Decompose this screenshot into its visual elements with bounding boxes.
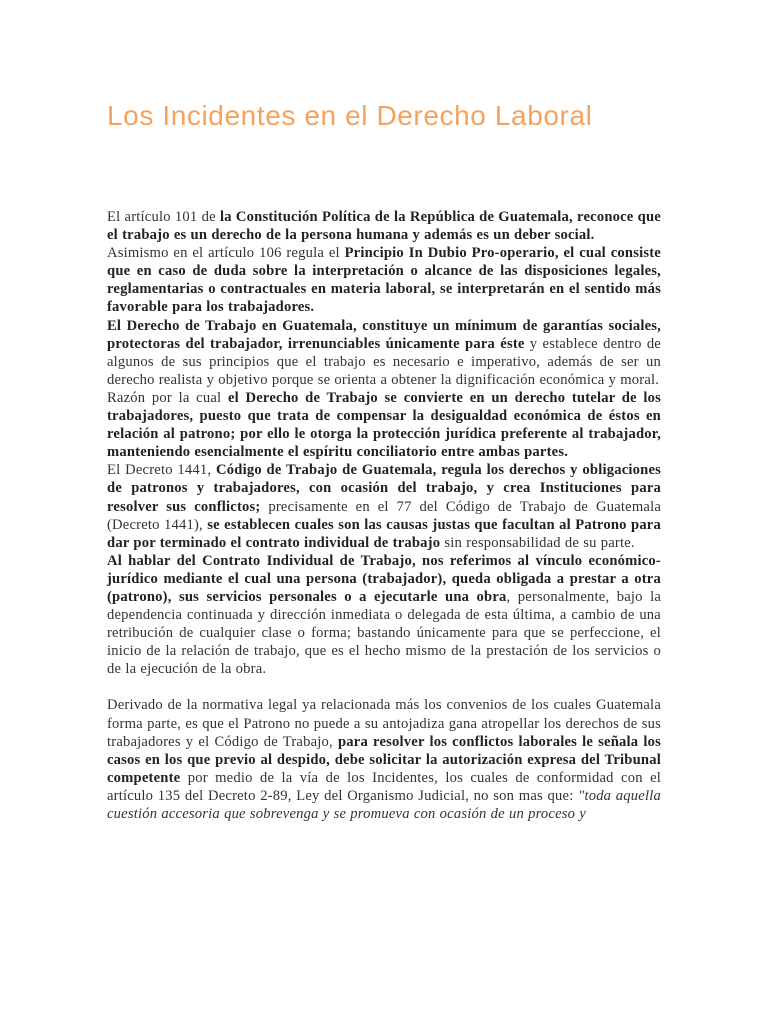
bold-run: el Derecho de Trabajo se convierte en un derecho tutelar de los trabajadores, puesto que trata de compensar la desigualdad económica de éstos en relación al patrono; por ello le otorga la protección jurídica preferente al trabajador, manteniendo esencialmente el espíritu conciliatorio entre ambas partes. (107, 389, 662, 461)
paragraph-in-dubio (107, 244, 661, 316)
bold-run: se establecen cuales son las causas justas que facultan al Patrono para dar por terminado el contrato individual de trabajo (107, 516, 661, 551)
text-run: y establece dentro de algunos de sus principios que el trabajo es necesario e imperativo, además de ser un derecho realista y objetivo porque se orienta a obtener la dignificación económica y moral. (107, 335, 661, 388)
paragraph-spacer (107, 678, 661, 696)
text-run: Razón por la cual (107, 389, 228, 406)
italic-quote: "toda aquella cuestión accesoria que sobrevenga y se promueva con ocasión de un proceso y (107, 787, 661, 822)
bold-run: la Constitución Política de la República de Guatemala, reconoce que el trabajo es un derecho de la persona humana y además es un deber social. (107, 209, 661, 244)
text-run: , personalmente, bajo la dependencia continuada y dirección inmediata o delegada de esta última, a cambio de una retribución de cualquier clase o forma; bastando únicamente para que se perfeccione, el inicio de la relación de trabajo, que es el hecho mismo de la prestación de los servicios o de la ejecución de la obra. (107, 588, 661, 678)
paragraph-incidentes (107, 696, 661, 823)
bold-run: El Derecho de Trabajo en Guatemala, constituye un mínimum de garantías sociales, protectoras del trabajador, irrenunciables únicamente para éste (107, 317, 661, 352)
text-run: Asimismo en el artículo 106 regula el (107, 245, 345, 262)
text-run: El Decreto 1441, (107, 462, 217, 479)
paragraph-constitution (107, 208, 661, 244)
text-run: sin responsabilidad de su parte. (440, 534, 635, 551)
text-run: El artículo 101 de (107, 209, 220, 225)
bold-run: Código de Trabajo de Guatemala, regula los derechos y obligaciones de patronos y trabajadores, con ocasión del trabajo, y crea Instituciones para resolver sus conflictos; (107, 462, 662, 515)
paragraph-derecho-trabajo (107, 317, 661, 389)
bold-run: Principio In Dubio Pro-operario, el cual consiste que en caso de duda sobre la interpretación o alcance de las disposiciones legales, reglamentarias o contractuales en materia laboral, se interpretarán en el sentido más favorable para los trabajadores. (107, 245, 661, 316)
bold-run: para resolver los conflictos laborales le señala los casos en los que previo al despido, debe solicitar la autorización expresa del Tribunal competente (107, 733, 661, 786)
document-body (107, 208, 661, 823)
text-run: Derivado de la normativa legal ya relacionada más los convenios de los cuales Guatemala forma parte, es que el Patrono no puede a su antojadiza gana atropellar los derechos de sus trabajadores y el Código de Trabajo, (107, 697, 661, 750)
bold-run: Al hablar del Contrato Individual de Trabajo, nos referimos al vínculo económico-jurídico mediante el cual una persona (trabajador), queda obligada a prestar a otra (patrono), sus servicios personales o a ejecutarle una obra (107, 552, 661, 605)
text-run: precisamente en el 77 del Código de Trabajo de Guatemala (Decreto 1441), (107, 498, 661, 533)
document-title: Los Incidentes en el Derecho Laboral (107, 100, 593, 131)
paragraph-contrato-individual (107, 552, 661, 679)
text-run: por medio de la vía de los Incidentes, los cuales de conformidad con el artículo 135 del Decreto 2-89, Ley del Organismo Judicial, no son mas que: (107, 769, 661, 804)
paragraph-derecho-tutelar (107, 389, 661, 461)
paragraph-decreto-1441 (107, 461, 661, 551)
